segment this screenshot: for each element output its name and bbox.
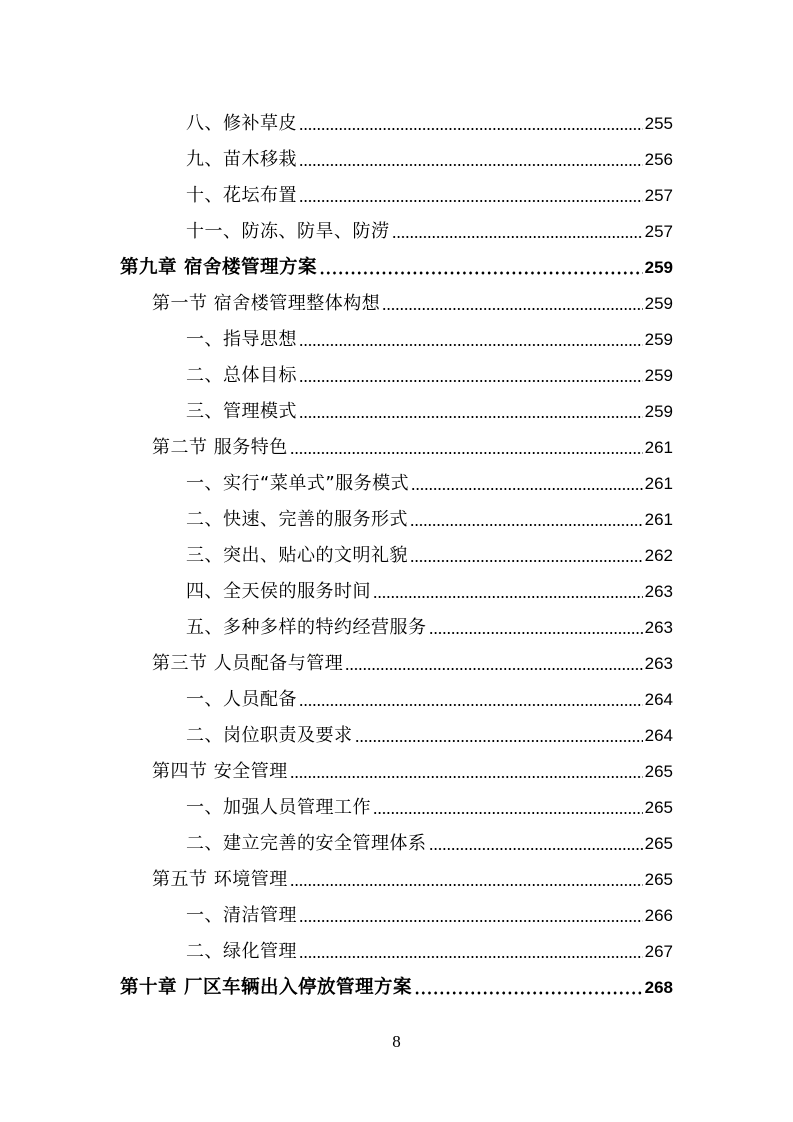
toc-entry-title: 八、修补草皮 — [186, 113, 297, 134]
toc-entry-page: 264 — [644, 726, 673, 745]
toc-leader-dots — [345, 667, 642, 671]
toc-leader-dots — [382, 307, 642, 311]
toc-section-page: 261 — [644, 438, 673, 457]
toc-leader-dots — [299, 379, 643, 383]
toc-leader-dots — [299, 703, 643, 707]
toc-chapter-title: 第十章 厂区车辆出入停放管理方案 — [120, 977, 412, 998]
toc-section-page: 265 — [644, 762, 673, 781]
toc-leader-dots — [414, 991, 643, 995]
toc-section-entry[interactable] — [0, 749, 793, 785]
toc-entry-page: 264 — [644, 690, 673, 709]
toc-chapter-entry[interactable] — [0, 965, 793, 1001]
toc-section-entry[interactable] — [0, 425, 793, 461]
toc-leader-dots — [319, 271, 643, 275]
toc-entry-title: 一、指导思想 — [186, 329, 297, 350]
toc-leader-dots — [299, 199, 643, 203]
toc-chapter-page: 259 — [644, 258, 673, 277]
toc-entry-title: 二、绿化管理 — [186, 941, 297, 962]
toc-entry[interactable] — [0, 677, 793, 713]
toc-section-page: 259 — [644, 294, 673, 313]
toc-section-title: 第三节 人员配备与管理 — [152, 653, 344, 674]
toc-entry[interactable] — [0, 569, 793, 605]
toc-entry-page: 263 — [644, 582, 673, 601]
toc-leader-dots — [410, 559, 643, 563]
toc-entry[interactable] — [0, 605, 793, 641]
toc-leader-dots — [392, 235, 643, 239]
toc-entry[interactable] — [0, 353, 793, 389]
toc-section-title: 第一节 宿舍楼管理整体构想 — [152, 293, 381, 314]
toc-entry-title: 九、苗木移栽 — [186, 149, 297, 170]
toc-entry[interactable] — [0, 389, 793, 425]
toc-entry-title: 一、人员配备 — [186, 689, 297, 710]
toc-leader-dots — [429, 847, 643, 851]
toc-entry-page: 266 — [644, 906, 673, 925]
toc-entry-page: 263 — [644, 618, 673, 637]
toc-leader-dots — [355, 739, 643, 743]
toc-entry[interactable] — [0, 101, 793, 137]
toc-entry[interactable] — [0, 497, 793, 533]
toc-entry-title: 二、总体目标 — [186, 365, 297, 386]
toc-entry[interactable] — [0, 893, 793, 929]
toc-entry-title: 一、清洁管理 — [186, 905, 297, 926]
toc-section-entry[interactable] — [0, 281, 793, 317]
toc-entry-page: 259 — [644, 366, 673, 385]
toc-leader-dots — [411, 487, 642, 491]
toc-leader-dots — [429, 631, 643, 635]
toc-entry-page: 262 — [644, 546, 673, 565]
toc-entry-title: 四、全天侯的服务时间 — [186, 581, 371, 602]
toc-entry[interactable] — [0, 173, 793, 209]
toc-section-page: 263 — [644, 654, 673, 673]
toc-entry[interactable] — [0, 533, 793, 569]
toc-section-entry[interactable] — [0, 857, 793, 893]
toc-entry[interactable] — [0, 713, 793, 749]
toc-section-page: 265 — [644, 870, 673, 889]
toc-entry[interactable] — [0, 317, 793, 353]
toc-entry-title: 二、建立完善的安全管理体系 — [186, 833, 427, 854]
toc-entry[interactable] — [0, 461, 793, 497]
toc-entry-title: 三、管理模式 — [186, 401, 297, 422]
toc-entry[interactable] — [0, 137, 793, 173]
toc-chapter-page: 268 — [644, 978, 673, 997]
toc-leader-dots — [290, 775, 643, 779]
toc-entry-page: 265 — [644, 798, 673, 817]
toc-entry-title: 二、快速、完善的服务形式 — [186, 509, 408, 530]
toc-entry-page: 261 — [644, 474, 673, 493]
toc-leader-dots — [290, 451, 643, 455]
toc-entry-page: 257 — [644, 186, 673, 205]
toc-chapter-entry[interactable] — [0, 245, 793, 281]
toc-entry[interactable] — [0, 209, 793, 245]
toc-leader-dots — [299, 343, 643, 347]
toc-section-entry[interactable] — [0, 641, 793, 677]
toc-entry-page: 255 — [644, 114, 673, 133]
toc-leader-dots — [299, 127, 643, 131]
toc-entry-page: 259 — [644, 330, 673, 349]
toc-leader-dots — [290, 883, 643, 887]
toc-section-title: 第四节 安全管理 — [152, 761, 288, 782]
toc-leader-dots — [299, 415, 643, 419]
toc-entry-title: 十、花坛布置 — [186, 185, 297, 206]
toc-leader-dots — [410, 523, 643, 527]
toc-section-title: 第二节 服务特色 — [152, 437, 288, 458]
toc-chapter-title: 第九章 宿舍楼管理方案 — [120, 257, 317, 278]
toc-entry-title: 一、实行“菜单式”服务模式 — [186, 473, 410, 494]
page-number: 8 — [392, 1032, 401, 1051]
toc-leader-dots — [373, 595, 643, 599]
toc-section-title: 第五节 环境管理 — [152, 869, 288, 890]
toc-entry-title: 五、多种多样的特约经营服务 — [186, 617, 427, 638]
toc-leader-dots — [373, 811, 643, 815]
toc-leader-dots — [299, 955, 643, 959]
toc-entry-page: 265 — [644, 834, 673, 853]
toc-entry-page: 259 — [644, 402, 673, 421]
toc-entry-page: 267 — [644, 942, 673, 961]
toc-entry[interactable] — [0, 785, 793, 821]
toc-entry-title: 十一、防冻、防旱、防涝 — [186, 221, 390, 242]
toc-entry-title: 二、岗位职责及要求 — [186, 725, 353, 746]
toc-entry[interactable] — [0, 821, 793, 857]
toc-entry-page: 256 — [644, 150, 673, 169]
toc-leader-dots — [299, 163, 643, 167]
toc-entry-title: 三、突出、贴心的文明礼貌 — [186, 545, 408, 566]
toc-entry-page: 257 — [644, 222, 673, 241]
toc-leader-dots — [299, 919, 643, 923]
toc-entry[interactable] — [0, 929, 793, 965]
toc-entry-title: 一、加强人员管理工作 — [186, 797, 371, 818]
toc-entry-page: 261 — [644, 510, 673, 529]
table-of-contents — [0, 101, 793, 1001]
